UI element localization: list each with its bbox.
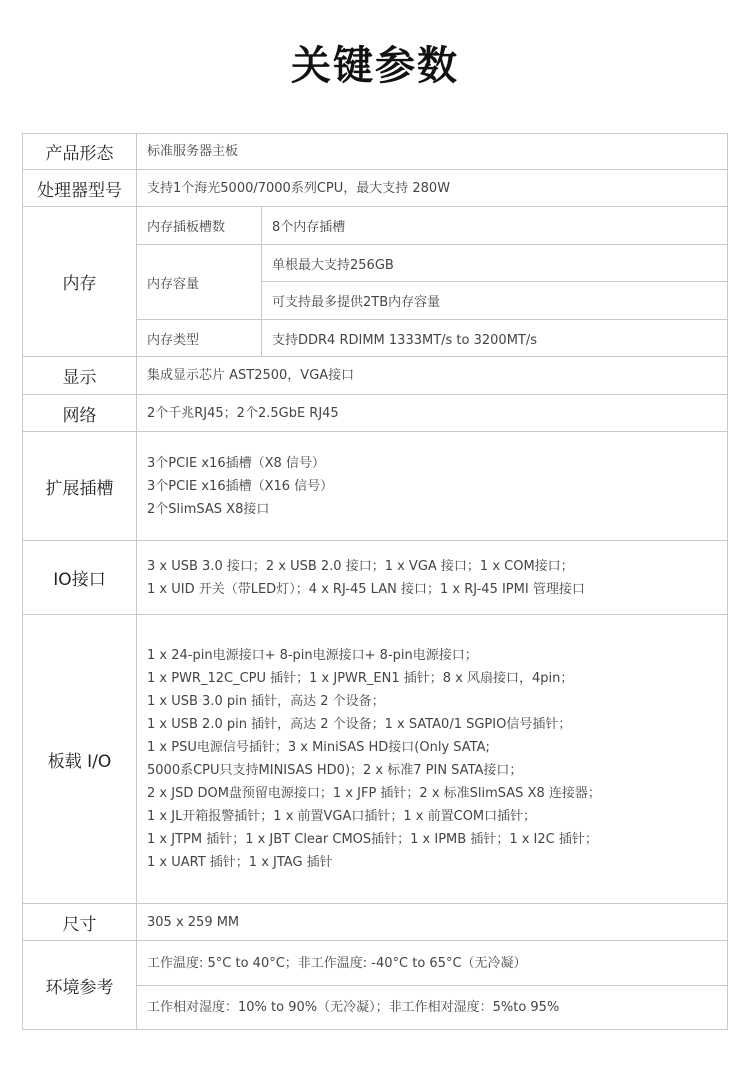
table-row-environment [23, 941, 728, 986]
list-item: 1 x UID 开关（带LED灯）；4 x RJ-45 LAN 接口；1 x RJ-45 IPMI 管理接口 [147, 581, 585, 597]
table-row-io [23, 541, 728, 615]
list-item: 1 x JTPM 插针；1 x JBT Clear CMOS插针；1 x IPMB 插针；1 x I2C 插针； [147, 832, 598, 847]
memory-capacity-label: 内存容量 [137, 245, 262, 320]
memory-capacity-value: 单根最大支持256GB [262, 245, 728, 282]
row-label: 扩展插槽 [23, 432, 137, 541]
row-value: 工作相对湿度：10% to 90%（无冷凝）；非工作相对湿度：5%to 95% [137, 986, 728, 1030]
list-item: 1 x UART 插针；1 x JTAG 插针 [147, 855, 333, 870]
list-item: 1 x JL开箱报警插针；1 x 前置VGA口插针；1 x 前置COM口插针； [147, 809, 537, 824]
row-value [137, 541, 728, 615]
row-value [137, 432, 728, 541]
list-item: 1 x 24-pin电源接口+ 8-pin电源接口+ 8-pin电源接口； [147, 648, 478, 663]
table-row-display [23, 357, 728, 395]
row-value: 305 x 259 MM [137, 904, 728, 941]
table-row-onboard [23, 615, 728, 904]
list-item: 3 x USB 3.0 接口；2 x USB 2.0 接口；1 x VGA 接口；1 x COM接口； [147, 558, 574, 574]
memory-type-value: 支持DDR4 RDIMM 1333MT/s to 3200MT/s [262, 320, 728, 357]
list-item: 3个PCIE x16插槽（X16 信号） [147, 478, 334, 494]
row-value: 支持1个海光5000/7000系列CPU，最大支持 280W [137, 170, 728, 207]
table-row-size [23, 904, 728, 941]
list-item: 1 x PWR_12C_CPU 插针；1 x JPWR_EN1 插针；8 x 风扇接口，4pin； [147, 671, 574, 686]
memory-slots-label: 内存插板槽数 [137, 207, 262, 245]
row-value [137, 615, 728, 904]
table-row-memory [23, 207, 728, 245]
row-label: 处理器型号 [23, 170, 137, 207]
list-item: 1 x PSU电源信号插针；3 x MiniSAS HD接口(Only SATA; [147, 740, 490, 755]
row-label: 网络 [23, 395, 137, 432]
table-row-expansion [23, 432, 728, 541]
list-item: 1 x USB 2.0 pin 插针，高达 2 个设备；1 x SATA0/1 SGPIO信号插针； [147, 717, 572, 732]
row-label: IO接口 [23, 541, 137, 615]
list-item: 1 x USB 3.0 pin 插针，高达 2 个设备； [147, 694, 385, 709]
row-label: 板载 I/O [23, 615, 137, 904]
page-title: 关键参数 [291, 43, 459, 89]
row-value: 2个千兆RJ45；2个2.5GbE RJ45 [137, 395, 728, 432]
list-item: 3个PCIE x16插槽（X8 信号） [147, 455, 325, 471]
memory-type-label: 内存类型 [137, 320, 262, 357]
table-row-network [23, 395, 728, 432]
memory-slots-value: 8个内存插槽 [262, 207, 728, 245]
memory-capacity-value: 可支持最多提供2TB内存容量 [262, 282, 728, 320]
row-label: 内存 [23, 207, 137, 357]
table-row-form [23, 134, 728, 170]
row-value: 工作温度: 5°C to 40°C；非工作温度: -40°C to 65°C（无冷凝） [137, 941, 728, 986]
row-value: 标准服务器主板 [137, 134, 728, 170]
row-label: 尺寸 [23, 904, 137, 941]
list-item: 5000系CPU只支持MINISAS HD0)；2 x 标准7 PIN SATA接口； [147, 763, 523, 778]
row-label: 显示 [23, 357, 137, 395]
table-row-cpu [23, 170, 728, 207]
list-item: 2个SlimSAS X8接口 [147, 501, 270, 517]
row-label: 环境参考 [23, 941, 137, 1030]
row-label: 产品形态 [23, 134, 137, 170]
row-value: 集成显示芯片 AST2500，VGA接口 [137, 357, 728, 395]
list-item: 2 x JSD DOM盘预留电源接口；1 x JFP 插针；2 x 标准SlimSAS X8 连接器； [147, 786, 601, 801]
spec-table [22, 133, 728, 1030]
